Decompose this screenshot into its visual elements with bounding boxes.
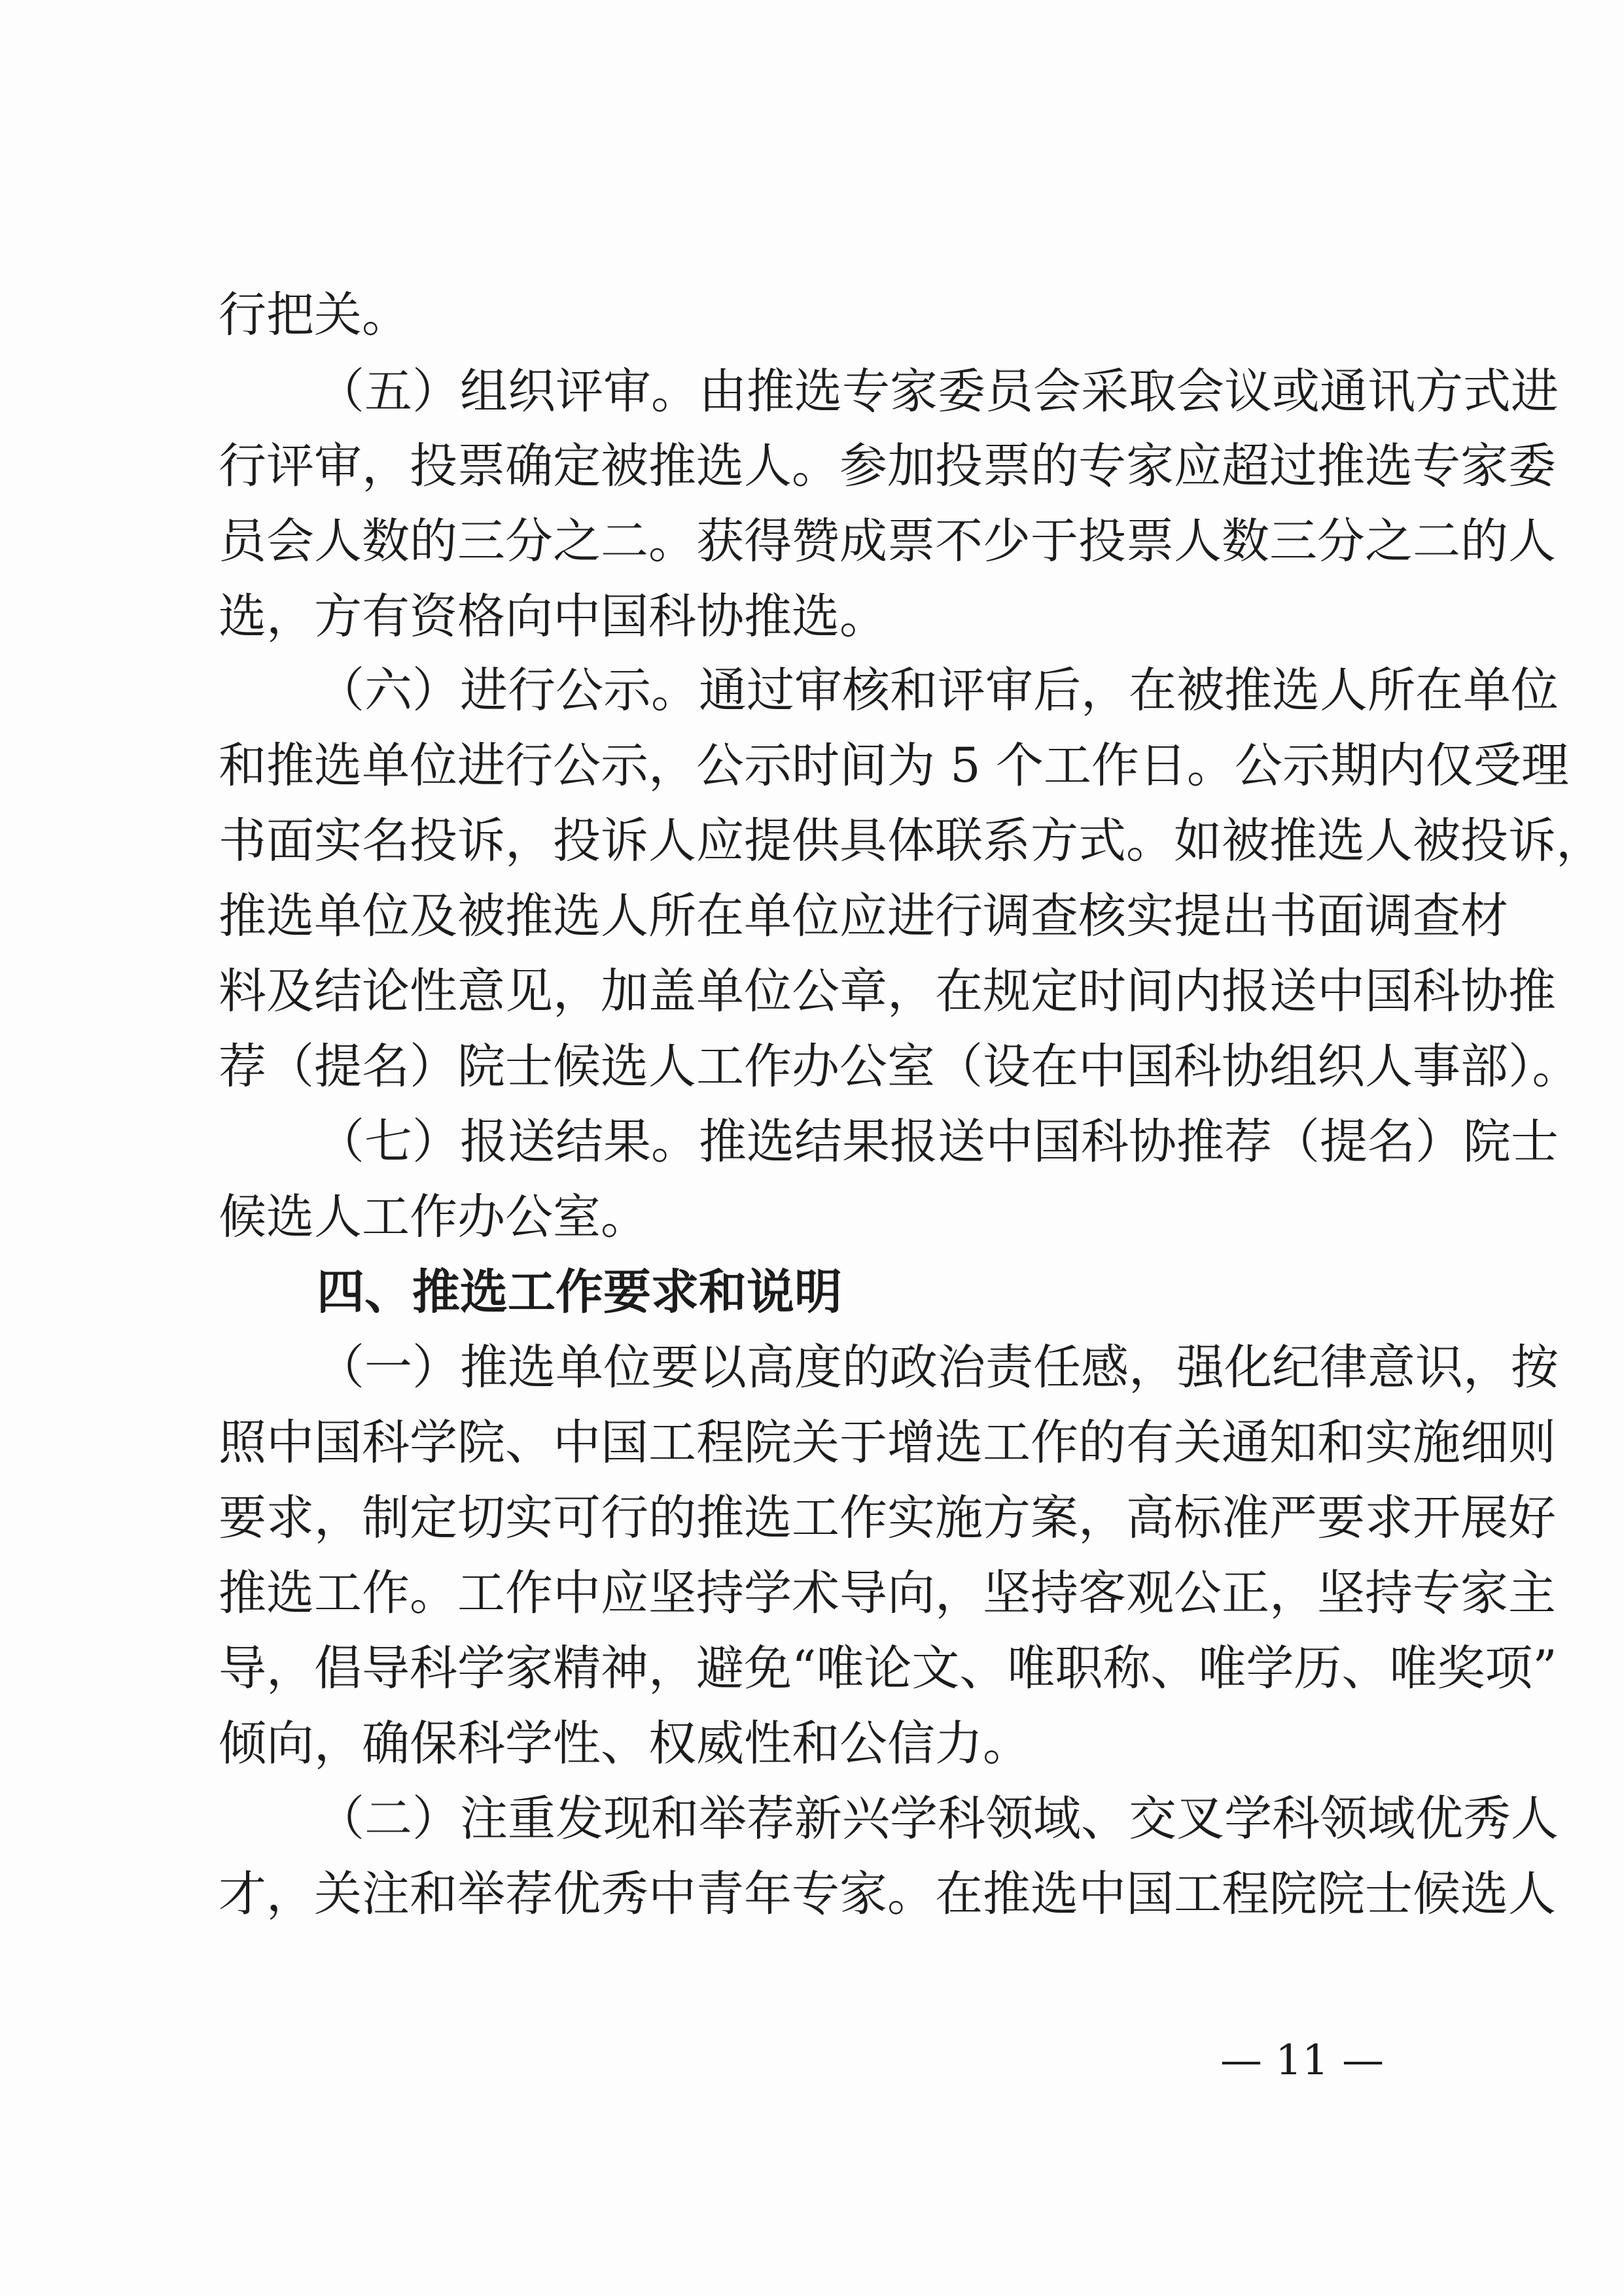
paragraph-line: 选，方有资格向中国科协推选。 bbox=[219, 589, 887, 644]
paragraph-line: 候选人工作办公室。 bbox=[219, 1189, 648, 1245]
page-number: — 11 — bbox=[1220, 2036, 1385, 2085]
paragraph-line: 要求，制定切实可行的推选工作实施方案，高标准严要求开展好 bbox=[219, 1490, 1556, 1546]
paragraph-line: （二）注重发现和举荐新兴学科领域、交叉学科领域优秀人 bbox=[317, 1791, 1559, 1847]
paragraph-line: 行把关。 bbox=[219, 287, 410, 343]
paragraph-line: （一）推选单位要以高度的政治责任感，强化纪律意识，按 bbox=[317, 1340, 1559, 1395]
paragraph-line: 推选工作。工作中应坚持学术导向，坚持客观公正，坚持专家主 bbox=[219, 1565, 1556, 1621]
paragraph-line: 料及结论性意见，加盖单位公章，在规定时间内报送中国科协推 bbox=[219, 964, 1556, 1019]
paragraph-line: 推选单位及被推选人所在单位应进行调查核实提出书面调查材 bbox=[219, 888, 1508, 944]
paragraph-line: 荐（提名）院士候选人工作办公室（设在中国科协组织人事部）。 bbox=[219, 1039, 1580, 1094]
paragraph-line: 倾向，确保科学性、权威性和公信力。 bbox=[219, 1716, 1031, 1771]
paragraph-line: 照中国科学院、中国工程院关于增选工作的有关通知和实施细则 bbox=[219, 1415, 1556, 1470]
section-heading: 四、推选工作要求和说明 bbox=[317, 1264, 842, 1320]
paragraph-line: 才，关注和举荐优秀中青年专家。在推选中国工程院院士候选人 bbox=[219, 1866, 1556, 1922]
paragraph-line: 书面实名投诉，投诉人应提供具体联系方式。如被推选人被投诉， bbox=[219, 813, 1604, 869]
paragraph-line: （七）报送结果。推选结果报送中国科协推荐（提名）院士 bbox=[317, 1114, 1559, 1170]
paragraph-line: 员会人数的三分之二。获得赞成票不少于投票人数三分之二的人 bbox=[219, 513, 1556, 569]
paragraph-line: （五）组织评审。由推选专家委员会采取会议或通讯方式进 bbox=[317, 364, 1559, 419]
paragraph-line: 和推选单位进行公示，公示时间为 5 个工作日。公示期内仅受理 bbox=[219, 738, 1569, 793]
paragraph-line: 导，倡导科学家精神，避免“唯论文、唯职称、唯学历、唯奖项” bbox=[219, 1641, 1557, 1696]
paragraph-line: 行评审，投票确定被推选人。参加投票的专家应超过推选专家委 bbox=[219, 438, 1556, 494]
paragraph-line: （六）进行公示。通过审核和评审后，在被推选人所在单位 bbox=[317, 663, 1559, 718]
